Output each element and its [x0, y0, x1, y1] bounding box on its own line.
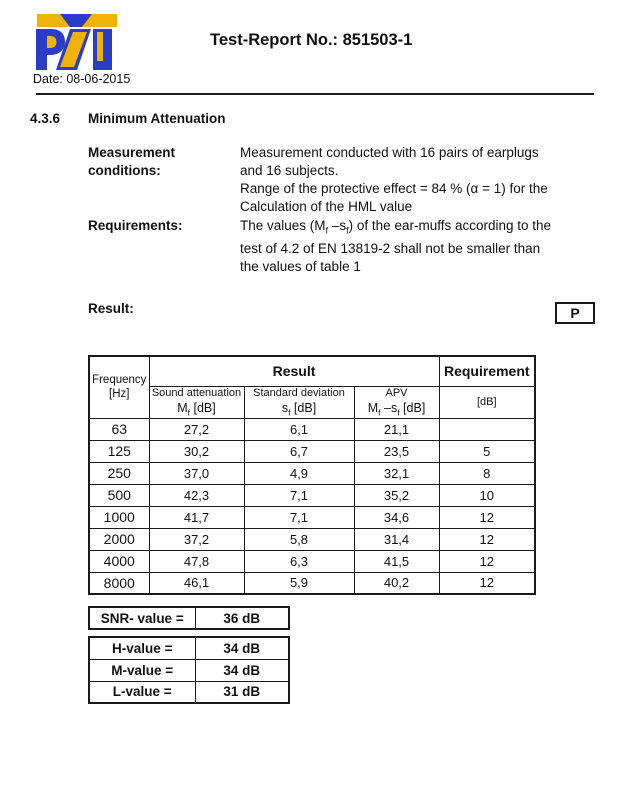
- cell-requirement: 12: [439, 572, 535, 594]
- cell-frequency: 2000: [89, 528, 149, 550]
- cell-requirement: 12: [439, 528, 535, 550]
- table-row: [89, 440, 535, 462]
- cell-requirement: 5: [439, 440, 535, 462]
- table-row: [89, 607, 289, 629]
- cell-standard-deviation: 4,9: [244, 462, 354, 484]
- cell-standard-deviation: 6,7: [244, 440, 354, 462]
- pzt-logo-icon: [32, 13, 122, 73]
- cell-frequency: 8000: [89, 572, 149, 594]
- measurement-text-line: and 16 subjects.: [240, 163, 339, 178]
- m-value: 34 dB: [195, 659, 289, 681]
- report-date: Date: 08-06-2015: [33, 72, 131, 86]
- l-value: 31 dB: [195, 681, 289, 703]
- table-row: [89, 659, 289, 681]
- m-value-label: M-value =: [89, 659, 195, 681]
- cell-sound-attenuation: 27,2: [149, 418, 244, 440]
- snr-value: 36 dB: [195, 607, 289, 629]
- header-frequency: Frequency [Hz]: [89, 356, 149, 418]
- logo-letter-p-counter: [47, 36, 57, 48]
- cell-standard-deviation: 6,3: [244, 550, 354, 572]
- requirements-text-line2: test of 4.2 of EN 13819-2 shall not be smaller than: [240, 240, 541, 256]
- requirements-text-line1: The values ($M_f$ $-s_f$) of the ear-muffs according to the: [240, 218, 552, 236]
- cell-requirement: 10: [439, 484, 535, 506]
- h-value: 34 dB: [195, 637, 289, 659]
- table-row: [89, 637, 289, 659]
- header-requirement-group: Requirement: [439, 356, 535, 386]
- cell-requirement: 12: [439, 550, 535, 572]
- header-standard-deviation: Standard deviation $s_f$ [dB]: [244, 386, 354, 418]
- measurement-label-line1: Measurement: [88, 145, 176, 160]
- cell-frequency: 63: [89, 418, 149, 440]
- requirements-text-line3: the values of table 1: [240, 258, 361, 274]
- cell-sound-attenuation: 46,1: [149, 572, 244, 594]
- measurement-text-line: Range of the protective effect = 84 % (α = 1) for the: [240, 181, 548, 196]
- measurement-label-line2: conditions:: [88, 163, 161, 178]
- section-number: 4.3.6: [30, 111, 61, 126]
- cell-apv: 32,1: [354, 462, 439, 484]
- cell-requirement: 8: [439, 462, 535, 484]
- cell-sound-attenuation: 42,3: [149, 484, 244, 506]
- header-divider: [36, 93, 594, 95]
- measurement-text-line: Measurement conducted with 16 pairs of earplugs: [240, 145, 539, 160]
- table-row: [89, 484, 535, 506]
- cell-requirement: [439, 418, 535, 440]
- table-row: [89, 528, 535, 550]
- cell-apv: 23,5: [354, 440, 439, 462]
- cell-apv: 35,2: [354, 484, 439, 506]
- cell-sound-attenuation: 30,2: [149, 440, 244, 462]
- measurement-conditions-text: [240, 144, 548, 216]
- page-title: Test-Report No.: 851503-1: [210, 31, 413, 49]
- cell-frequency: 4000: [89, 550, 149, 572]
- cell-sound-attenuation: 47,8: [149, 550, 244, 572]
- cell-apv: 31,4: [354, 528, 439, 550]
- requirements-text: [240, 217, 551, 276]
- header-requirement-unit: [dB]: [439, 386, 535, 418]
- section-title: Minimum Attenuation: [88, 111, 226, 126]
- h-value-label: H-value =: [89, 637, 195, 659]
- snr-table: [88, 606, 290, 630]
- logo-letter-t-stripe: [97, 32, 103, 61]
- table-row: [89, 572, 535, 594]
- table-row: [89, 550, 535, 572]
- cell-sound-attenuation: 37,2: [149, 528, 244, 550]
- snr-label: SNR- value =: [89, 607, 195, 629]
- cell-frequency: 500: [89, 484, 149, 506]
- result-grade: P: [570, 305, 580, 321]
- header-apv: APV $M_f$ $-s_f$ [dB]: [354, 386, 439, 418]
- cell-requirement: 12: [439, 506, 535, 528]
- cell-standard-deviation: 7,1: [244, 506, 354, 528]
- cell-sound-attenuation: 41,7: [149, 506, 244, 528]
- hml-table: [88, 636, 290, 704]
- cell-standard-deviation: 6,1: [244, 418, 354, 440]
- cell-standard-deviation: 5,8: [244, 528, 354, 550]
- cell-apv: 21,1: [354, 418, 439, 440]
- result-grade-box: [555, 302, 595, 324]
- cell-sound-attenuation: 37,0: [149, 462, 244, 484]
- table-row: [89, 462, 535, 484]
- cell-standard-deviation: 5,9: [244, 572, 354, 594]
- l-value-label: L-value =: [89, 681, 195, 703]
- cell-frequency: 125: [89, 440, 149, 462]
- cell-frequency: 250: [89, 462, 149, 484]
- cell-frequency: 1000: [89, 506, 149, 528]
- cell-standard-deviation: 7,1: [244, 484, 354, 506]
- table-row: [89, 681, 289, 703]
- attenuation-table: [88, 355, 536, 595]
- cell-apv: 34,6: [354, 506, 439, 528]
- result-label: Result:: [88, 301, 134, 316]
- cell-apv: 40,2: [354, 572, 439, 594]
- header-sound-attenuation: Sound attenuation $M_f$ [dB]: [149, 386, 244, 418]
- measurement-text-line: Calculation of the HML value: [240, 199, 413, 214]
- table-row: [89, 418, 535, 440]
- table-row: [89, 506, 535, 528]
- header-result-group: Result: [149, 356, 439, 386]
- measurement-conditions-label: [88, 144, 175, 180]
- cell-apv: 41,5: [354, 550, 439, 572]
- requirements-label: Requirements:: [88, 218, 183, 233]
